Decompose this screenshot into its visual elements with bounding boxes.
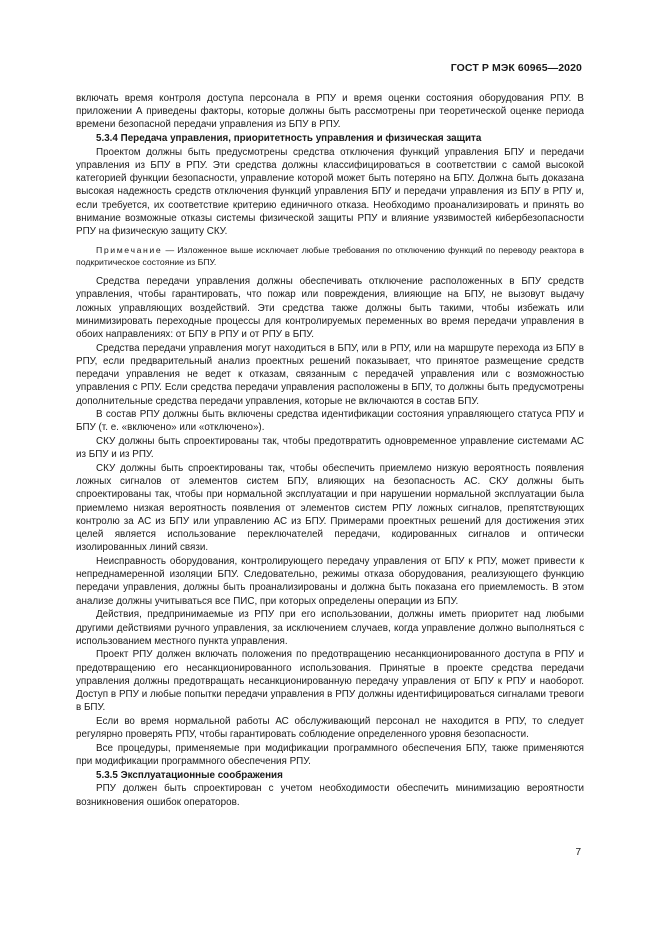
paragraph: Все процедуры, применяемые при модификации программного обеспечения БПУ, также применяются при модификации программного обеспечения РПУ. — [76, 742, 584, 768]
note — [76, 244, 584, 268]
paragraph: Средства передачи управления должны обеспечивать отключение расположенных в БПУ средств управления, чтобы гарантировать, что пожар или повреждения, влияющие на БПУ, не вызовут выдачу ложных управляющих воздействий. Эти средства также должны быть такими, чтобы избежать или минимизировать переходные процессы для контролируемых переменных во время передачи управления в обоих направлениях: от БПУ в РПУ и от РПУ в БПУ. — [76, 276, 584, 341]
paragraph: Действия, предпринимаемые из РПУ при его использовании, должны иметь приоритет над любыми другими действиями ручного управления, за исключением случаев, когда управление должно выполняться с использованием местного пункта управления. — [76, 609, 584, 647]
paragraph: Средства передачи управления могут находиться в БПУ, или в РПУ, или на маршруте перехода из БПУ в РПУ, если предварительный анализ проектных решений показывает, что принятое размещение средств передачи управления не ведет к отказам, связанным с передачей управления или с возможностью управления с РПУ. Если средства передачи управления расположены в БПУ, то должны быть предусмотрены дополнительные средства передачи управления, которые не включаются в состав БПУ. — [76, 342, 584, 407]
paragraph: СКУ должны быть спроектированы так, чтобы предотвратить одновременное управление системами АС из БПУ и из РПУ. — [76, 436, 584, 461]
paragraph: Проект РПУ должен включать положения по предотвращению несанкционированного доступа в РПУ и предотвращению его несанкционированного использования. Принятые в проекте средства передачи управления должны предотвращать несанкционированную передачу управления от БПУ к РПУ и наоборот. Доступ в РПУ и любые попытки передачи управления в РПУ должны идентифицироваться сигналами тревоги в БПУ. — [76, 649, 584, 714]
section-heading: 5.3.4 Передача управления, приоритетность управления и физическая защита — [96, 133, 482, 145]
section-heading: 5.3.5 Эксплуатационные соображения — [96, 769, 283, 781]
paragraph: РПУ должен быть спроектирован с учетом необходимости обеспечить минимизацию вероятности возникновения ошибок операторов. — [76, 783, 584, 808]
paragraph: Если во время нормальной работы АС обслуживающий персонал не находится в РПУ, то следует регулярно проверять РПУ, чтобы гарантировать соблюдение определенного уровня безопасности. — [76, 715, 584, 741]
paragraph: Проектом должны быть предусмотрены средства отключения функций управления БПУ и передачи управления из БПУ в РПУ. Эти средства должны классифицироваться в соответствии с самой высокой категорией функции безопасности, управление которой может быть потеряно на БПУ. Должна быть доказана высокая надежность средств отключения функций управления БПУ и передачи управления из БПУ в РПУ и, если требуется, их соответствие критерию единичного отказа. Необходимо проанализировать и принять во внимание возможные отказы системы физической защиты РПУ и влияние уязвимостей кибербезопасности РПУ на физическую защиту СКУ. — [76, 146, 584, 238]
page-number: 7 — [575, 847, 581, 858]
paragraph: В состав РПУ должны быть включены средства идентификации состояния управляющего статуса РПУ и БПУ (т. е. «включено» или «отключено»). — [76, 409, 584, 434]
paragraph: СКУ должны быть спроектированы так, чтобы обеспечить приемлемо низкую вероятность появления ложных сигналов от элементов систем БПУ, влияющих на безопасность АС. СКУ должны быть спроектированы так, чтобы при нормальной эксплуатации и при нарушении нормальной эксплуатации была приемлемо низкая вероятность появления от элементов систем РПУ ложных сигналов, препятствующих контролю за АС из БПУ или управлению АС из БПУ. Примерами проектных решений для достижения этих целей является использование переключателей передачи, кодированных сигналов и оптически изолированных линий связи. — [76, 463, 584, 554]
note-text: — Изложенное выше исключает любые требования по отключению функций по переводу реактора в подкритическое состояние из БПУ. — [76, 245, 584, 268]
paragraph: Неисправность оборудования, контролирующего передачу управления от БПУ к РПУ, может привести к непреднамеренной изоляции БПУ. Следовательно, режимы отказа оборудования, реализующего функцию передачи управления, должны быть проанализированы и должна быть показана его приемлемость. В этом анализе должны учитываться все ПИС, при которых определены операции из БПУ. — [76, 556, 584, 607]
document-body — [76, 92, 584, 809]
standard-header: ГОСТ Р МЭК 60965—2020 — [450, 62, 582, 74]
paragraph: включать время контроля доступа персонала в РПУ и время оценки состояния оборудования РПУ. В приложении А приведены факторы, которые должны быть рассмотрены при теоретической оценке периода времени безопасной передачи управления из БПУ в РПУ. — [76, 93, 584, 131]
note-label: Примечание — [96, 245, 163, 256]
